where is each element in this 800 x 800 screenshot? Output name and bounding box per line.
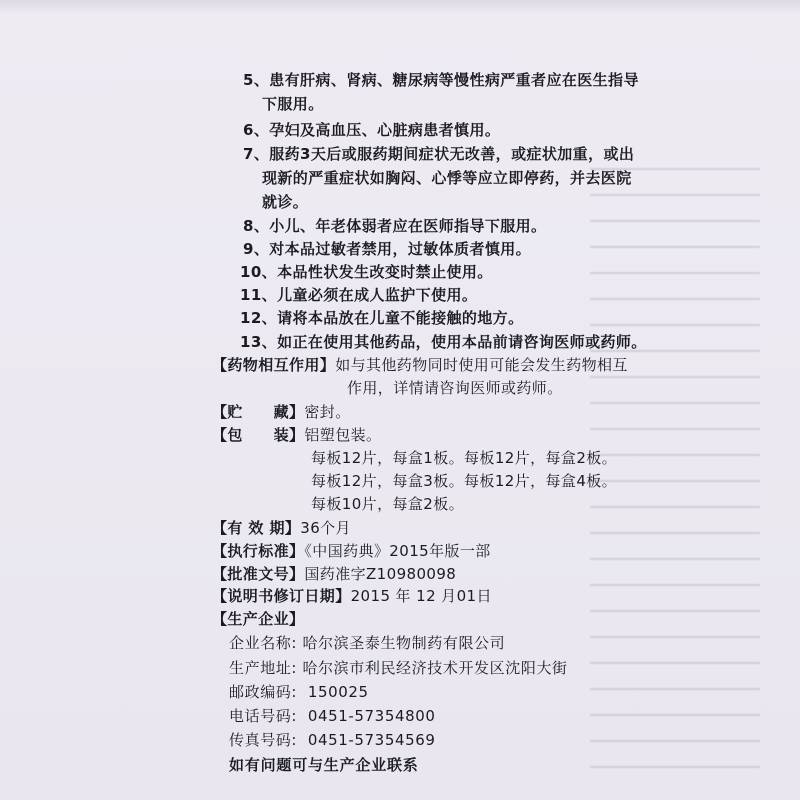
interaction-section: [212, 355, 628, 375]
manufacturer-label: 【生产企业】: [212, 610, 305, 628]
packaging-label: 【包 装】: [212, 426, 305, 444]
precaution-5-line2: 下服用。: [262, 95, 324, 113]
precaution-7-line2: 现新的严重症状如胸闷、心悸等应立即停药，并去医院: [262, 169, 632, 187]
phone-label: 电话号码:: [229, 707, 298, 725]
manufacturer-name: 哈尔滨圣泰生物制药有限公司: [302, 634, 506, 652]
postcode-label: 邮政编码:: [229, 683, 298, 701]
manufacturer-address-row: [229, 658, 568, 678]
validity-section: [212, 518, 351, 538]
standard-section: [212, 541, 491, 561]
validity-label: 【有 效 期】: [212, 519, 301, 537]
packaging-spec-2: 每板12片，每盒3板。每板12片，每盒4板。: [311, 472, 618, 490]
approval-section: [212, 564, 456, 584]
phone-row: [229, 706, 436, 726]
packaging-value: 铝塑包装。: [304, 426, 382, 444]
approval-value: 国药准字Z10980098: [304, 565, 457, 583]
precaution-12: 12、请将本品放在儿童不能接触的地方。: [240, 309, 524, 327]
interaction-line1: 如与其他药物同时使用可能会发生药物相互: [335, 356, 628, 374]
phone-value: 0451-57354800: [307, 707, 436, 725]
revision-value: 2015 年 12 月01日: [350, 587, 492, 605]
standard-value: 《中国药典》2015年版一部: [304, 542, 491, 560]
manufacturer-address-label: 生产地址:: [229, 659, 298, 677]
packaging-spec-3: 每板10片，每盒2板。: [311, 495, 465, 513]
precaution-7-line3: 就诊。: [262, 193, 309, 211]
standard-label: 【执行标准】: [212, 542, 305, 560]
interaction-label: 【药物相互作用】: [212, 356, 336, 374]
validity-value: 36个月: [300, 519, 351, 537]
precaution-9: 9、对本品过敏者禁用，过敏体质者慎用。: [243, 240, 532, 258]
interaction-line2: 作用，详情请咨询医师或药师。: [347, 379, 563, 397]
precaution-5-line1: 5、患有肝病、肾病、糖尿病等慢性病严重者应在医生指导: [243, 71, 639, 89]
fax-row: [229, 730, 436, 750]
manufacturer-address: 哈尔滨市利民经济技术开发区沈阳大街: [302, 659, 568, 677]
fax-value: 0451-57354569: [307, 731, 436, 749]
precaution-7-line1: 7、服药3天后或服药期间症状无改善，或症状加重，或出: [243, 145, 635, 163]
precaution-11: 11、儿童必须在成人监护下使用。: [240, 286, 478, 304]
precaution-8: 8、小儿、年老体弱者应在医师指导下服用。: [243, 217, 547, 235]
revision-section: [212, 586, 492, 606]
approval-label: 【批准文号】: [212, 565, 305, 583]
precaution-13: 13、如正在使用其他药品，使用本品前请咨询医师或药师。: [240, 333, 647, 351]
storage-section: [212, 402, 351, 422]
top-shadow: [0, 0, 800, 14]
postcode-value: 150025: [307, 683, 369, 701]
packaging-spec-1: 每板12片，每盒1板。每板12片，每盒2板。: [311, 449, 618, 467]
revision-label: 【说明书修订日期】: [212, 587, 351, 605]
fax-label: 传真号码:: [229, 731, 298, 749]
manufacturer-name-label: 企业名称:: [229, 634, 298, 652]
contact-footer-note: 如有问题可与生产企业联系: [229, 756, 419, 774]
postcode-row: [229, 682, 369, 702]
manufacturer-name-row: [229, 633, 505, 653]
precaution-6: 6、孕妇及高血压、心脏病患者慎用。: [243, 121, 501, 139]
storage-label: 【贮 藏】: [212, 403, 305, 421]
packaging-section: [212, 425, 381, 445]
storage-value: 密封。: [304, 403, 351, 421]
precaution-10: 10、本品性状发生改变时禁止使用。: [240, 263, 493, 281]
